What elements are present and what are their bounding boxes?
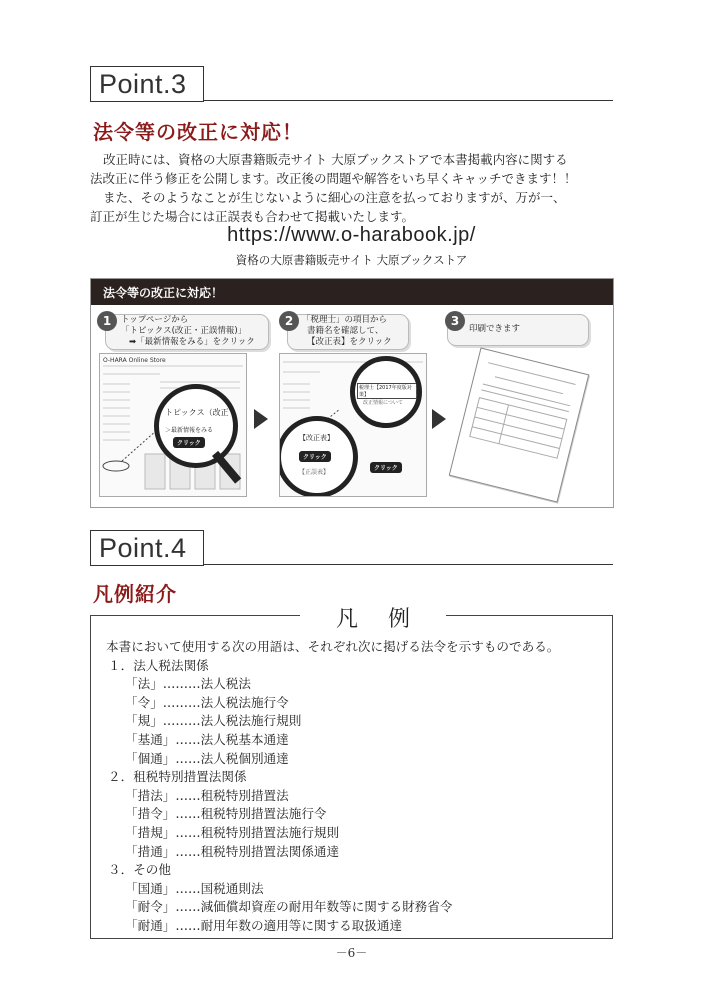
magnifier-1-link: ＞最新情報をみる	[165, 427, 214, 434]
magnifier-1	[154, 384, 238, 468]
legend-item: 「個通」……法人税個別通達	[125, 750, 289, 766]
legend-group-3-title: ３．その他	[108, 862, 171, 878]
legend-content	[106, 636, 601, 934]
page-number: －6－	[335, 946, 368, 960]
figure-banner-text: 法令等の改正に対応！	[103, 285, 224, 300]
legend-group-2-title: ２．租税特別措置法関係	[108, 769, 247, 785]
legend-item: 「措令」……租税特別措置法施行令	[125, 806, 327, 822]
mock-store-page	[99, 353, 247, 497]
step-3-text: 印刷できます	[469, 324, 521, 334]
legend-title: 凡例	[300, 602, 446, 633]
step-2-line-3: 【改正表】をクリック	[307, 337, 392, 347]
legend-item: 「措通」……租税特別措置法関係通達	[125, 843, 340, 859]
click-badge-2: クリック	[299, 451, 331, 462]
click-badge-3: クリック	[370, 462, 402, 473]
click-badge-1: クリック	[173, 437, 205, 448]
step-1-line-3: ➡「最新情報をみる」をクリック	[129, 337, 255, 347]
printed-document-lines	[450, 349, 588, 502]
step-1-line-1: トップページから	[121, 315, 189, 325]
step-1-line-2: 「トピックス(改正・正誤情報)」	[121, 326, 247, 336]
point4-rule	[203, 564, 613, 565]
step-2-line-2: 書籍名を確認して、	[307, 326, 384, 336]
point3-label-text: Point.3	[99, 68, 187, 99]
legend-item: 「措法」……租税特別措置法	[125, 787, 289, 803]
point4-heading: 凡例紹介	[93, 582, 177, 606]
figure-banner	[91, 279, 613, 305]
magnifier-2a-item: 税理士【2017年度版対策】	[357, 383, 417, 399]
legend-item: 「基通」……法人税基本通達	[125, 731, 289, 747]
legend-item: 「耐令」……減価償却資産の耐用年数等に関する財務省令	[125, 899, 453, 915]
step-2-text	[302, 315, 392, 348]
step-2-line-1: 「税理士」の項目から	[302, 315, 388, 325]
step-1-number: 1	[97, 311, 117, 331]
point3-line-1: 改正時には、資格の大原書籍販売サイト 大原ブックストアで本書掲載内容に関する	[103, 152, 568, 167]
legend-item: 「国通」……国税通則法	[125, 880, 264, 896]
step-3-number: 3	[445, 311, 465, 331]
step-2-number: 2	[279, 311, 299, 331]
printed-document-image	[449, 347, 590, 502]
arrow-right-icon-2	[432, 409, 446, 429]
magnifier-2a-sub: 改正情報について	[363, 400, 403, 406]
legend-group-1-title: １．法人税法関係	[108, 657, 209, 673]
store-caption: 資格の大原書籍販売サイト 大原ブックストア	[235, 253, 468, 267]
step-1-text	[121, 315, 255, 348]
store-url[interactable]: https://www.o-harabook.jp/	[227, 224, 476, 246]
legend-item: 「規」………法人税法施行規則	[125, 713, 302, 729]
legend-item: 「法」………法人税法	[125, 676, 251, 692]
magnifier-2b-link: 【改正表】	[299, 434, 334, 442]
point3-rule	[203, 100, 613, 101]
point4-label	[90, 530, 204, 566]
point3-line-3: また、そのようなことが生じないように細心の注意を払っておりますが、万が一、	[103, 190, 566, 205]
magnifier-2a	[350, 356, 422, 428]
point3-paragraph	[90, 150, 620, 226]
instruction-figure	[90, 278, 614, 508]
point3-label	[90, 66, 204, 102]
legend-item: 「令」………法人税法施行令	[125, 694, 289, 710]
point4-label-text: Point.4	[99, 532, 187, 563]
arrow-right-icon	[254, 409, 268, 429]
magnifier-2b	[279, 416, 358, 497]
legend-item: 「措規」……租税特別措置法施行規則	[125, 824, 340, 840]
mock-book-page	[279, 353, 427, 497]
legend-intro: 本書において使用する次の用語は、それぞれ次に掲げる法令を示すものである。	[106, 639, 560, 654]
legend-item: 「耐通」……耐用年数の適用等に関する取扱通達	[125, 917, 403, 933]
mock-store-name: O-HARA Online Store	[103, 357, 166, 364]
point3-line-4: 訂正が生じた場合には正誤表も合わせて掲載いたします。	[90, 209, 415, 224]
magnifier-1-text: トピックス（改正	[165, 408, 229, 417]
magnifier-2b-sub: 【正誤表】	[299, 469, 330, 476]
point3-line-2: 法改正に伴う修正を公開します。改正後の問題や解答をいち早くキャッチできます！！	[90, 171, 577, 186]
point3-heading: 法令等の改正に対応！	[93, 120, 303, 144]
